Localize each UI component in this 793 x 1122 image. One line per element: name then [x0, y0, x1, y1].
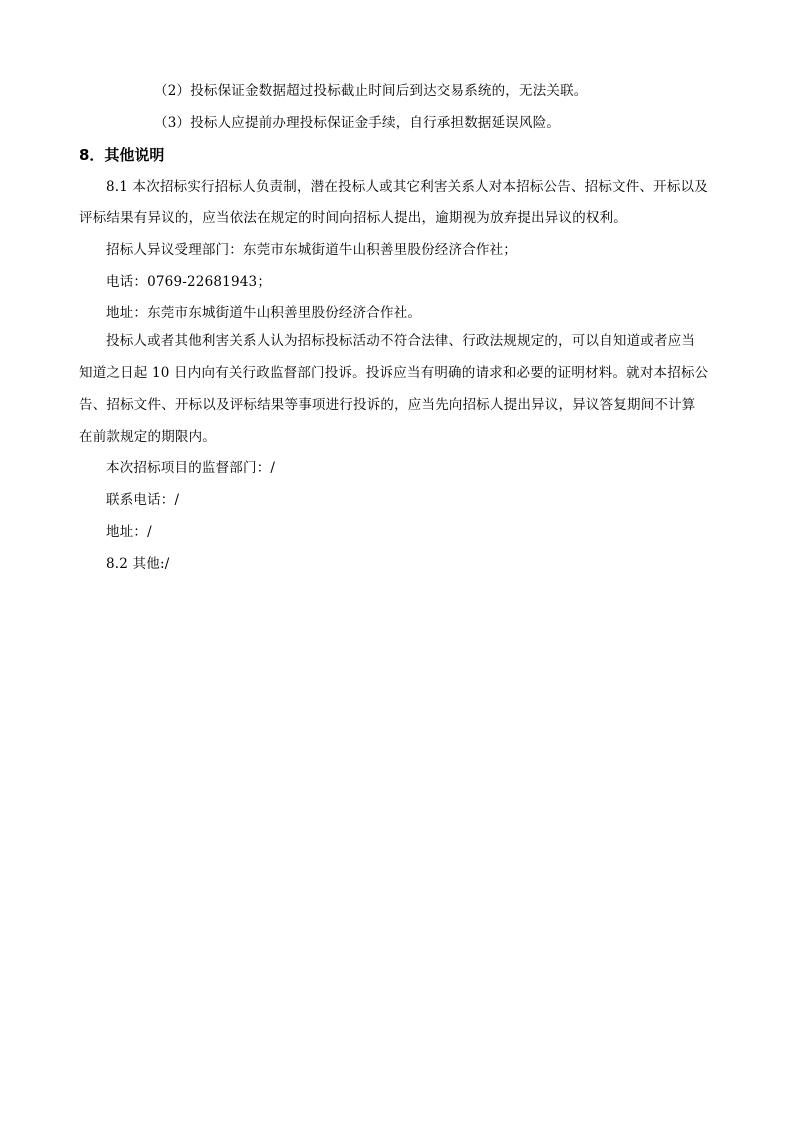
phone-line: 电话：0769-22681943；: [106, 274, 272, 290]
list-item-3: （3）投标人应提前办理投标保证金手续，自行承担数据延误风险。: [154, 115, 561, 131]
objection-dept-line: 招标人异议受理部门：东莞市东城街道牛山积善里股份经济合作社；: [106, 242, 517, 258]
paragraph-8-1-line-2: 评标结果有异议的，应当依法在规定的时间向招标人提出，逾期视为放弃提出异议的权利。: [79, 210, 627, 226]
contact-phone-line: 联系电话：/: [106, 492, 180, 508]
complaint-paragraph-line-3: 告、招标文件、开标以及评标结果等事项进行投诉的，应当先向招标人提出异议，异议答复期间不计算: [79, 397, 696, 413]
complaint-paragraph-line-2: 知道之日起 10 日内向有关行政监督部门投诉。投诉应当有明确的请求和必要的证明材料。就对本招标公: [79, 365, 709, 381]
complaint-paragraph-line-4: 在前款规定的期限内。: [79, 429, 216, 445]
list-item-2: （2）投标保证金数据超过投标截止时间后到达交易系统的，无法关联。: [154, 83, 588, 99]
paragraph-8-1-line-1: 8.1 本次招标实行招标人负责制，潜在投标人或其它利害关系人对本招标公告、招标文件、开标以及: [106, 179, 708, 195]
address-line: 地址：东莞市东城街道牛山积善里股份经济合作社。: [106, 305, 422, 321]
section-heading: 8．其他说明: [79, 146, 165, 164]
complaint-paragraph-line-1: 投标人或者其他利害关系人认为招标投标活动不符合法律、行政法规规定的，可以自知道或者应当: [106, 333, 696, 349]
supervisor-line: 本次招标项目的监督部门：/: [106, 460, 276, 476]
contact-address-line: 地址：/: [106, 524, 152, 540]
other-line: 8.2 其他:/: [106, 556, 170, 572]
